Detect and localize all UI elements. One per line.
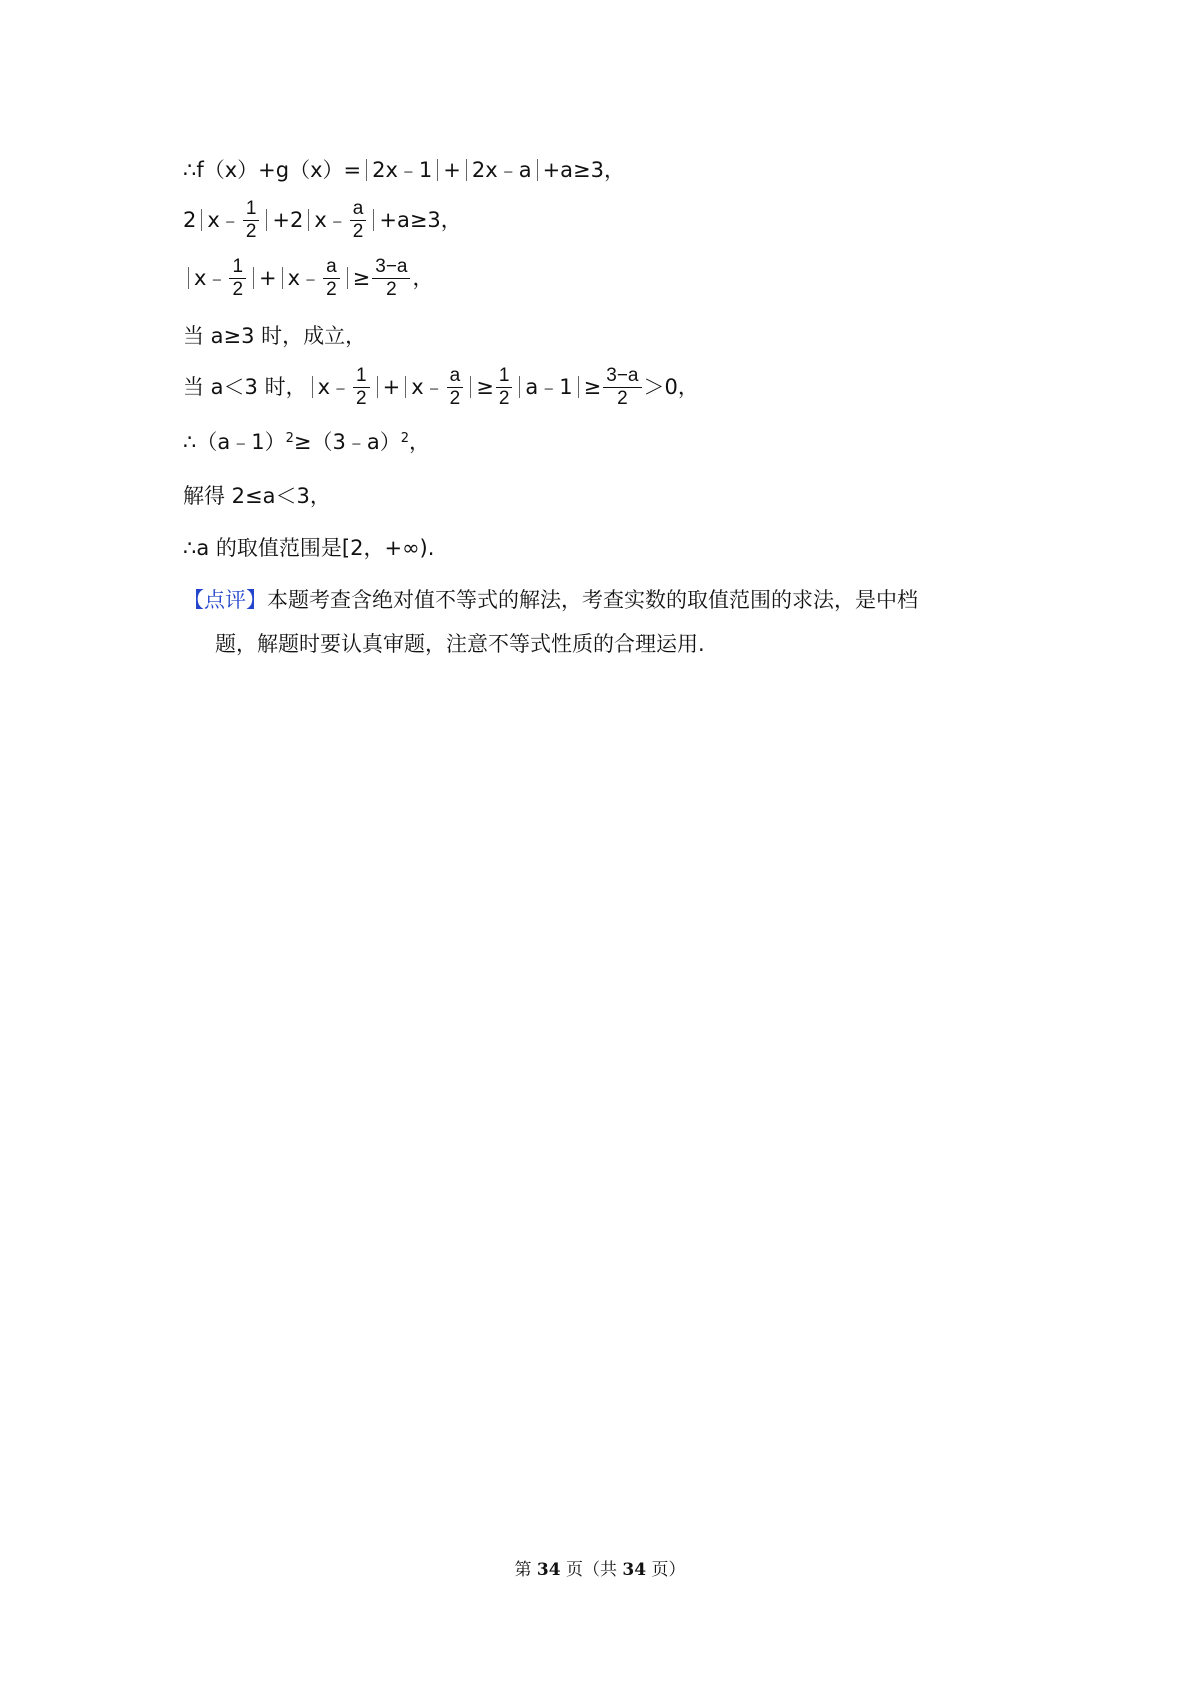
abs-bar: [253, 267, 254, 289]
text: ∴（a﹣1）: [183, 429, 286, 454]
fraction: [229, 257, 246, 300]
solution-line-4: [183, 314, 366, 358]
page-footer: [0, 1555, 1200, 1580]
abs-bar: [377, 376, 378, 398]
abs-bar: [266, 209, 267, 231]
fraction: [243, 199, 260, 242]
page-number: 34: [536, 1560, 561, 1580]
text: ≥: [476, 374, 494, 399]
review-text: 本题考查含绝对值不等式的解法，考查实数的取值范围的求法，是中档: [267, 588, 918, 612]
text: ≥（3﹣a）: [293, 429, 401, 454]
text: 2x﹣a: [471, 157, 532, 182]
page-total: 34: [622, 1560, 647, 1580]
text: x﹣: [317, 374, 352, 399]
superscript: 2: [400, 430, 409, 446]
text: +a≥3，: [542, 157, 625, 182]
text: x﹣: [207, 207, 241, 232]
footer-mid: 页（共: [566, 1560, 617, 1580]
text: +a≥3，: [379, 207, 462, 232]
numerator: a: [447, 366, 464, 388]
denominator: 2: [232, 278, 244, 300]
denominator: 2: [245, 220, 257, 242]
text: x﹣: [314, 207, 348, 232]
footer-prefix: 第: [514, 1560, 532, 1580]
text: 解得 2≤a＜3，: [183, 483, 331, 508]
abs-bar: [312, 376, 313, 398]
numerator: 1: [229, 257, 246, 279]
abs-bar: [537, 159, 538, 181]
fraction: [447, 366, 464, 409]
denominator: 2: [356, 387, 367, 409]
text: 2: [183, 207, 197, 232]
text: ＞0，: [643, 374, 699, 399]
abs-bar: [405, 376, 406, 398]
review-line-2: 题，解题时要认真审题，注意不等式性质的合理运用.: [215, 632, 705, 656]
text: 2x﹣1: [372, 157, 433, 182]
abs-bar: [308, 209, 309, 231]
denominator: 2: [617, 387, 628, 409]
numerator: 1: [353, 366, 370, 388]
text: +2: [272, 207, 304, 232]
text: ∴f（x）+g（x）=: [183, 157, 362, 182]
abs-bar: [466, 159, 467, 181]
denominator: 2: [326, 278, 337, 300]
abs-bar: [188, 267, 189, 289]
solution-line-3: [183, 256, 433, 300]
numerator: a: [323, 257, 340, 279]
text: x﹣: [411, 374, 445, 399]
text: +: [259, 265, 277, 290]
numerator: a: [350, 199, 367, 221]
text: 当 a≥3 时，成立，: [183, 323, 367, 348]
abs-bar: [282, 267, 283, 289]
denominator: 2: [449, 387, 461, 409]
solution-line-1: [183, 148, 625, 192]
review-tag: 【点评】: [183, 588, 267, 612]
fraction: [350, 199, 367, 242]
review-line-1: [183, 578, 1043, 622]
text: x﹣: [287, 265, 322, 290]
text: a﹣1: [525, 374, 573, 399]
numerator: 1: [496, 366, 513, 388]
denominator: 2: [352, 220, 364, 242]
text: ，: [408, 429, 430, 454]
solution-line-7: [183, 474, 331, 518]
text: ≥: [352, 265, 371, 290]
solution-line-6: [183, 420, 430, 464]
abs-bar: [366, 159, 367, 181]
numerator: 1: [243, 199, 260, 221]
abs-bar: [373, 209, 374, 231]
numerator: 3−a: [603, 366, 641, 388]
abs-bar: [519, 376, 520, 398]
fraction: [496, 366, 513, 409]
abs-bar: [578, 376, 579, 398]
abs-bar: [201, 209, 202, 231]
numerator: 3−a: [372, 257, 410, 279]
superscript: 2: [285, 430, 294, 446]
denominator: 2: [498, 387, 510, 409]
denominator: 2: [386, 278, 397, 300]
text: +: [443, 157, 461, 182]
fraction: [353, 366, 370, 409]
text: ，: [412, 265, 434, 290]
text: 当 a＜3 时，: [183, 374, 307, 399]
review-block: [183, 578, 1043, 666]
solution-line-2: [183, 198, 462, 242]
text: ∴a 的取值范围是[2，+∞).: [183, 535, 435, 560]
solution-line-8: [183, 526, 434, 570]
text: +: [382, 374, 401, 399]
text: ≥: [583, 374, 602, 399]
solution-line-5: [183, 365, 699, 409]
abs-bar: [470, 376, 471, 398]
fraction: [323, 257, 340, 300]
abs-bar: [347, 267, 348, 289]
fraction: [603, 366, 641, 409]
abs-bar: [437, 159, 438, 181]
text: x﹣: [194, 265, 228, 290]
fraction: [372, 257, 410, 300]
footer-suffix: 页）: [651, 1560, 686, 1580]
